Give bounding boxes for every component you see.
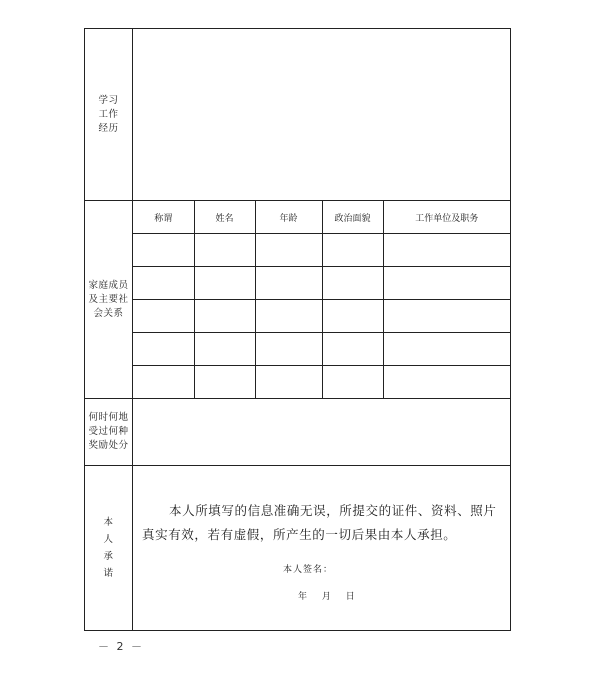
page-number: － 2 － bbox=[98, 640, 144, 653]
family-member-row bbox=[133, 300, 510, 333]
family-member-row bbox=[133, 234, 510, 267]
family-members-table bbox=[133, 201, 510, 398]
family-input-cell[interactable] bbox=[255, 300, 322, 333]
pledge-row bbox=[85, 466, 511, 631]
family-input-cell[interactable] bbox=[194, 234, 255, 267]
application-form-table bbox=[84, 28, 511, 631]
family-input-cell[interactable] bbox=[383, 300, 510, 333]
family-input-cell[interactable] bbox=[133, 234, 194, 267]
date-label[interactable]: 年 月 日 bbox=[298, 592, 356, 602]
family-row bbox=[85, 201, 511, 399]
family-input-cell[interactable] bbox=[133, 300, 194, 333]
experience-row bbox=[85, 29, 511, 201]
family-member-row bbox=[133, 366, 510, 399]
family-input-cell[interactable] bbox=[255, 366, 322, 399]
family-header-cell: 年龄 bbox=[255, 201, 322, 234]
family-label-line: 家庭成员 bbox=[88, 279, 129, 291]
awards-content-field[interactable] bbox=[133, 399, 511, 466]
family-input-cell[interactable] bbox=[255, 333, 322, 366]
family-members-cell bbox=[133, 201, 511, 399]
awards-label-line: 奖励处分 bbox=[88, 440, 129, 451]
awards-label-line: 何时何地 bbox=[88, 412, 129, 423]
family-input-cell[interactable] bbox=[322, 366, 383, 399]
family-input-cell[interactable] bbox=[194, 267, 255, 300]
experience-label bbox=[85, 29, 133, 201]
awards-label-line: 受过何种 bbox=[88, 426, 129, 437]
family-input-cell[interactable] bbox=[133, 333, 194, 366]
family-member-row bbox=[133, 333, 510, 366]
family-input-cell[interactable] bbox=[322, 267, 383, 300]
awards-row bbox=[85, 399, 511, 466]
family-input-cell[interactable] bbox=[194, 366, 255, 399]
family-header-cell: 称谓 bbox=[133, 201, 194, 234]
pledge-label-char: 本 bbox=[103, 517, 114, 528]
experience-label-line: 学习 bbox=[98, 94, 119, 106]
family-label-line: 会关系 bbox=[93, 307, 124, 319]
family-input-cell[interactable] bbox=[383, 333, 510, 366]
family-input-cell[interactable] bbox=[322, 234, 383, 267]
family-header-cell: 姓名 bbox=[194, 201, 255, 234]
signature-label[interactable]: 本人签名： bbox=[283, 565, 334, 575]
family-input-cell[interactable] bbox=[383, 267, 510, 300]
pledge-label-char: 承 bbox=[103, 551, 114, 562]
experience-content-field[interactable] bbox=[133, 29, 511, 201]
family-input-cell[interactable] bbox=[255, 234, 322, 267]
family-label-line: 及主要社 bbox=[88, 293, 129, 305]
pledge-label-char: 诺 bbox=[103, 568, 114, 579]
family-input-cell[interactable] bbox=[383, 366, 510, 399]
family-input-cell[interactable] bbox=[255, 267, 322, 300]
family-input-cell[interactable] bbox=[133, 366, 194, 399]
family-input-cell[interactable] bbox=[194, 333, 255, 366]
pledge-text: 本人所填写的信息准确无误，所提交的证件、资料、照片真实有效，若有虚假，所产生的一切后果由本人承担。 bbox=[142, 503, 497, 542]
experience-label-line: 经历 bbox=[98, 122, 119, 134]
pledge-label bbox=[85, 466, 133, 631]
family-input-cell[interactable] bbox=[383, 234, 510, 267]
family-header-row bbox=[133, 201, 510, 234]
awards-label bbox=[85, 399, 133, 466]
family-header-cell: 工作单位及职务 bbox=[383, 201, 510, 234]
pledge-content-cell bbox=[133, 466, 511, 631]
pledge-label-char: 人 bbox=[103, 534, 114, 545]
family-input-cell[interactable] bbox=[322, 333, 383, 366]
experience-label-line: 工作 bbox=[98, 108, 119, 120]
family-input-cell[interactable] bbox=[322, 300, 383, 333]
family-header-cell: 政治面貌 bbox=[322, 201, 383, 234]
family-label bbox=[85, 201, 133, 399]
family-input-cell[interactable] bbox=[133, 267, 194, 300]
family-member-row bbox=[133, 267, 510, 300]
family-input-cell[interactable] bbox=[194, 300, 255, 333]
